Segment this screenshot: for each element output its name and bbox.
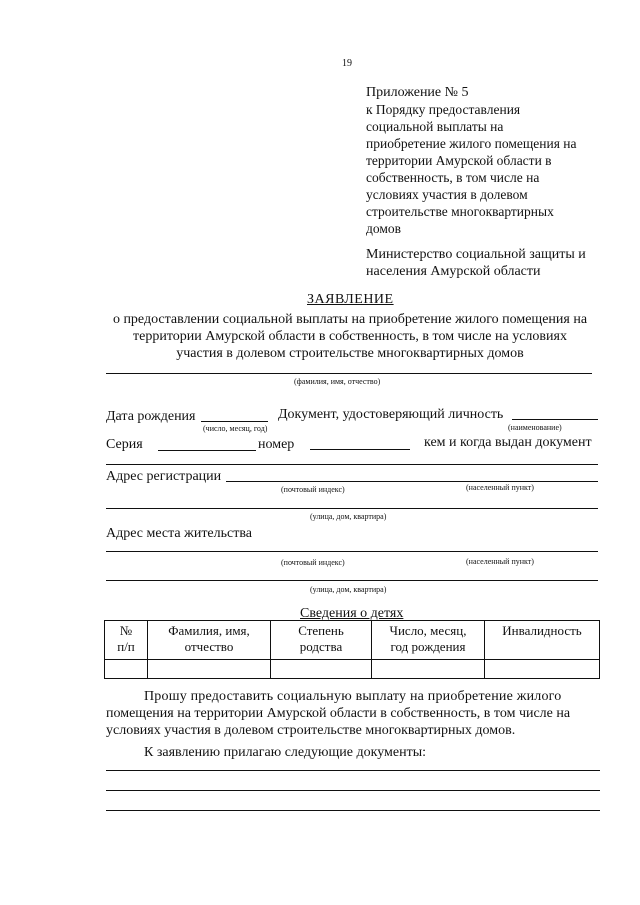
fio-hint: (фамилия, имя, отчество) [294, 377, 381, 386]
appendix-line: строительстве многоквартирных [366, 204, 554, 219]
table-row [105, 660, 600, 679]
column-header-line: № [119, 623, 133, 638]
fio-field-line[interactable] [106, 373, 592, 374]
appendix-line: условиях участия в долевом [366, 187, 528, 202]
settlement-hint: (населенный пункт) [466, 483, 534, 492]
column-header [148, 621, 271, 660]
column-header [105, 621, 148, 660]
issued-by-field-line[interactable] [106, 464, 598, 465]
naming-hint: (наименование) [508, 423, 562, 432]
addressee-line: населения Амурской области [366, 264, 541, 279]
number-label: номер [258, 437, 295, 452]
subtitle-line: территории Амурской области в собственность, в том числе на условиях [133, 329, 567, 344]
attachment-line[interactable] [106, 770, 600, 771]
series-field-line[interactable] [158, 450, 256, 451]
addressee-line: Министерство социальной защиты и [366, 247, 586, 262]
appendix-line: домов [366, 221, 402, 236]
appendix-line: социальной выплаты на [366, 119, 504, 134]
birth-date-label: Дата рождения [106, 409, 196, 424]
table-cell[interactable] [271, 660, 372, 679]
column-header-line: Инвалидность [502, 623, 582, 638]
settlement-hint: (населенный пункт) [466, 557, 534, 566]
column-header-line: родства [299, 639, 343, 654]
living-address-label: Адрес места жительства [106, 526, 252, 541]
street-hint: (улица, дом, квартира) [310, 512, 387, 521]
number-field-line[interactable] [310, 449, 410, 450]
table-cell[interactable] [372, 660, 485, 679]
street-hint: (улица, дом, квартира) [310, 585, 387, 594]
identity-doc-label: Документ, удостоверяющий личность [278, 407, 504, 422]
postal-index-hint: (почтовый индекс) [281, 485, 345, 494]
appendix-line: собственность, в том числе на [366, 170, 540, 185]
column-header-line: отчество [184, 639, 234, 654]
column-header [271, 621, 372, 660]
column-header-line: п/п [117, 639, 135, 654]
column-header [485, 621, 600, 660]
document-title: ЗАЯВЛЕНИЕ [307, 292, 394, 307]
request-line: Прошу предоставить социальную выплату на приобретение жилого [144, 689, 562, 704]
column-header-line: год рождения [390, 639, 466, 654]
attachment-line[interactable] [106, 810, 600, 811]
series-label: Серия [106, 437, 143, 452]
column-header [372, 621, 485, 660]
request-line: условиях участия в долевом строительстве многоквартирных домов. [106, 723, 516, 738]
attachment-line[interactable] [106, 790, 600, 791]
children-heading: Сведения о детях [300, 606, 404, 621]
request-line: помещения на территории Амурской области в собственность, в том числе на [106, 706, 571, 721]
birth-date-field-line[interactable] [201, 421, 268, 422]
column-header-line: Степень [298, 623, 344, 638]
table-cell[interactable] [148, 660, 271, 679]
reg-address-field-line[interactable] [226, 481, 598, 482]
reg-address-label: Адрес регистрации [106, 469, 222, 484]
column-header-line: Число, месяц, [389, 623, 467, 638]
living-address-field-line[interactable] [106, 551, 598, 552]
table-header-row [105, 621, 600, 660]
living-street-field-line[interactable] [106, 580, 598, 581]
column-header-line: Фамилия, имя, [168, 623, 250, 638]
children-table [104, 620, 600, 679]
subtitle-line: участия в долевом строительстве многоквартирных домов [176, 346, 524, 361]
postal-index-hint: (почтовый индекс) [281, 558, 345, 567]
date-hint: (число, месяц, год) [203, 424, 268, 433]
table-cell[interactable] [485, 660, 600, 679]
attachments-label: К заявлению прилагаю следующие документы: [144, 745, 427, 760]
table-cell[interactable] [105, 660, 148, 679]
page-number: 19 [342, 58, 352, 69]
reg-street-field-line[interactable] [106, 508, 598, 509]
appendix-line: Приложение № 5 [366, 85, 469, 100]
subtitle-line: о предоставлении социальной выплаты на приобретение жилого помещения на [112, 312, 588, 327]
issued-by-label: кем и когда выдан документ [424, 435, 592, 450]
appendix-line: приобретение жилого помещения на [366, 136, 577, 151]
appendix-line: к Порядку предоставления [366, 102, 521, 117]
appendix-line: территории Амурской области в [366, 153, 552, 168]
identity-doc-field-line[interactable] [512, 419, 598, 420]
